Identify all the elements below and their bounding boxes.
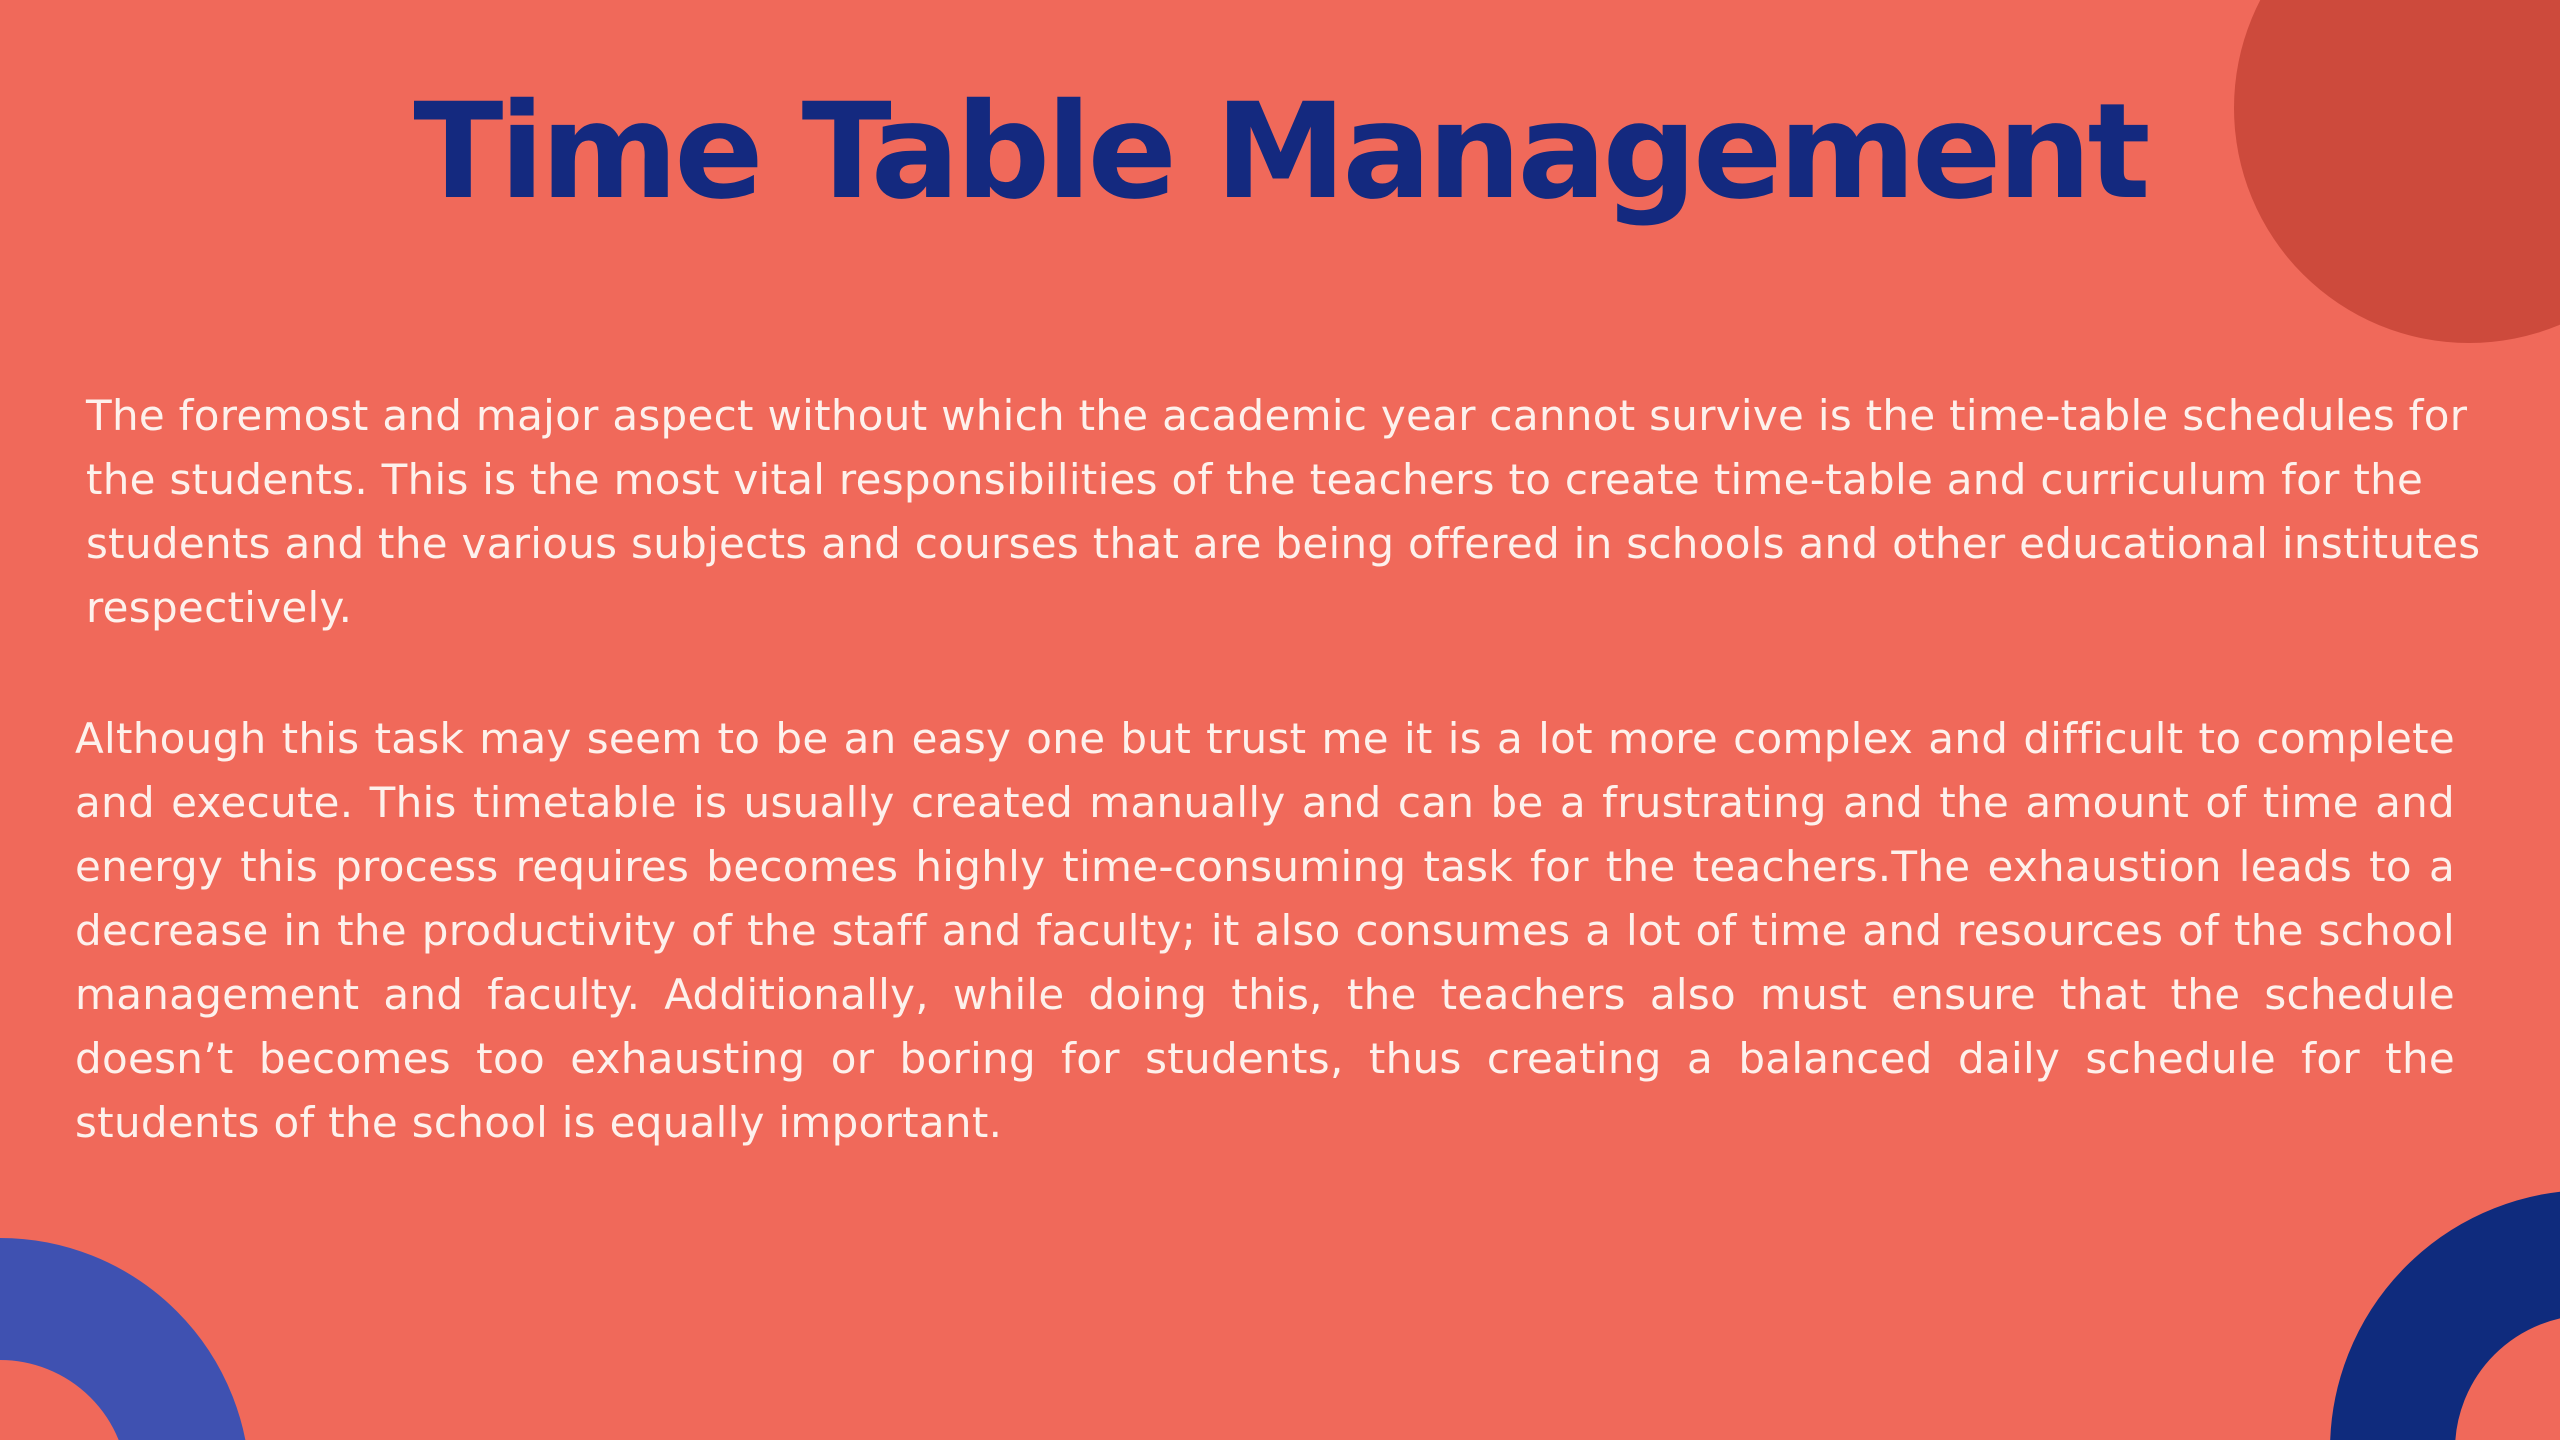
detail-paragraph: Although this task may seem to be an easy one but trust me it is a lot more complex and difficult to complete and execute. This timetable is usually created manually and can be a frustrating and the amount of time and energy this process requires becomes highly time-consuming task for the teachers.The exhaustion leads to a decrease in the productivity of the staff and faculty; it also consumes a lot of time and resources of the school management and faculty. Additionally, while doing this, the teachers also must ensure that the schedule doesn’t becomes too exhausting or boring for students, thus creating a balanced daily schedule for the students of the school is equally important. <box>75 714 2455 1147</box>
decorative-ring-bottom-right <box>2330 1190 2560 1440</box>
slide-title: Time Table Management <box>413 75 2147 229</box>
decorative-ring-bottom-left <box>0 1238 250 1440</box>
intro-paragraph: The foremost and major aspect without which the academic year cannot survive is the time-table schedules for the students. This is the most vital responsibilities of the teachers to create time-table and curriculum for the students and the various subjects and courses that are being offered in schools and other educational institutes respectively. <box>86 391 2481 632</box>
